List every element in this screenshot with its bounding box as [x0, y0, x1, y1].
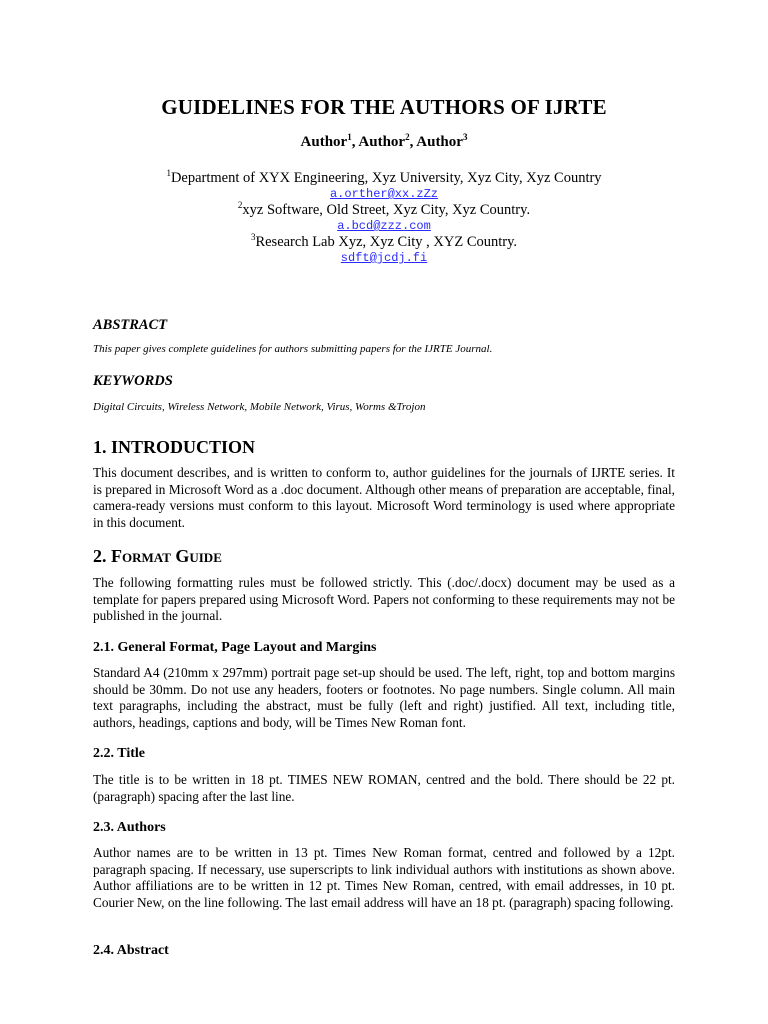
author-name: Author [300, 134, 348, 150]
author-line [0, 134, 768, 151]
format-guide-paragraph: The following formatting rules must be followed strictly. This (.doc/.docx) document may be used as a template for papers prepared using Microsoft Word. Papers not conforming to these requirements may not be published in the journal. [93, 575, 675, 623]
affiliation-2 [0, 202, 768, 219]
subsection-heading-general-format: 2.1. General Format, Page Layout and Margins [93, 640, 377, 655]
affiliation-superscript: 2 [237, 200, 243, 211]
author-superscript: 1 [347, 132, 352, 142]
author-name: Author [416, 134, 463, 150]
author-superscript: 3 [462, 132, 468, 142]
section-heading-introduction: 1. INTRODUCTION [93, 437, 256, 457]
subsection-heading-title: 2.2. Title [93, 746, 145, 761]
abstract-heading: ABSTRACT [93, 317, 168, 333]
affiliation-text: Research Lab Xyz, Xyz City , XYZ Country. [255, 234, 518, 250]
introduction-paragraph: This document describes, and is written to conform to, author guidelines for the journals of IJRTE series. It is prepared in Microsoft Word as a .doc document. Although other means of preparation are acceptable, final, camera-ready versions must conform to this layout. Microsoft Word terminology is used where appropriate in this document. [93, 465, 675, 530]
keywords-text: Digital Circuits, Wireless Network, Mobile Network, Virus, Worms &Trojon [93, 401, 426, 413]
affiliation-1 [0, 170, 768, 187]
general-format-paragraph: Standard A4 (210mm x 297mm) portrait page set-up should be used. The left, right, top and bottom margins should be 30mm. Do not use any headers, footers or footnotes. No page numbers. Single column. All main text paragraphs, including the abstract, must be fully (left and right) justified. All text, including title, authors, headings, captions and body, will be Times New Roman font. [93, 665, 675, 730]
section-heading-format-guide [93, 546, 222, 567]
section-title: Format Guide [111, 546, 222, 566]
author-superscript: 2 [405, 132, 410, 142]
keywords-heading: KEYWORDS [93, 373, 173, 389]
paper-title: GUIDELINES FOR THE AUTHORS OF IJRTE [161, 95, 607, 119]
authors-paragraph: Author names are to be written in 13 pt. Times New Roman format, centred and followed by a 12pt. paragraph spacing. If necessary, use superscripts to link individual authors with institutions as shown above. Author affiliations are to be written in 12 pt. Times New Roman, centred, with email addresses, in 10 pt. Courier New, on the line following. The last email address will have an 18 pt. (paragraph) spacing following. [93, 845, 675, 910]
author-separator: , [409, 134, 417, 150]
subsection-heading-abstract: 2.4. Abstract [93, 943, 169, 958]
author-separator: , [351, 134, 359, 150]
author-name: Author [358, 134, 406, 150]
affiliation-superscript: 3 [250, 232, 256, 243]
abstract-text: This paper gives complete guidelines for authors submitting papers for the IJRTE Journal. [93, 343, 493, 355]
affiliation-3 [0, 234, 768, 251]
section-number: 2. [93, 546, 111, 566]
affiliation-superscript: 1 [166, 168, 171, 179]
affiliation-text: xyz Software, Old Street, Xyz City, Xyz Country. [242, 202, 531, 218]
title-paragraph: The title is to be written in 18 pt. TIMES NEW ROMAN, centred and the bold. There should be 22 pt. (paragraph) spacing after the last line. [93, 772, 675, 804]
subsection-heading-authors: 2.3. Authors [93, 820, 166, 835]
email-link-2[interactable]: a.bcd@zzz.com [337, 219, 431, 233]
email-link-1[interactable]: a.orther@xx.zZz [329, 187, 439, 201]
email-link-3[interactable]: sdft@jcdj.fi [340, 251, 428, 265]
affiliation-text: Department of XYX Engineering, Xyz University, Xyz City, Xyz Country [170, 170, 602, 186]
